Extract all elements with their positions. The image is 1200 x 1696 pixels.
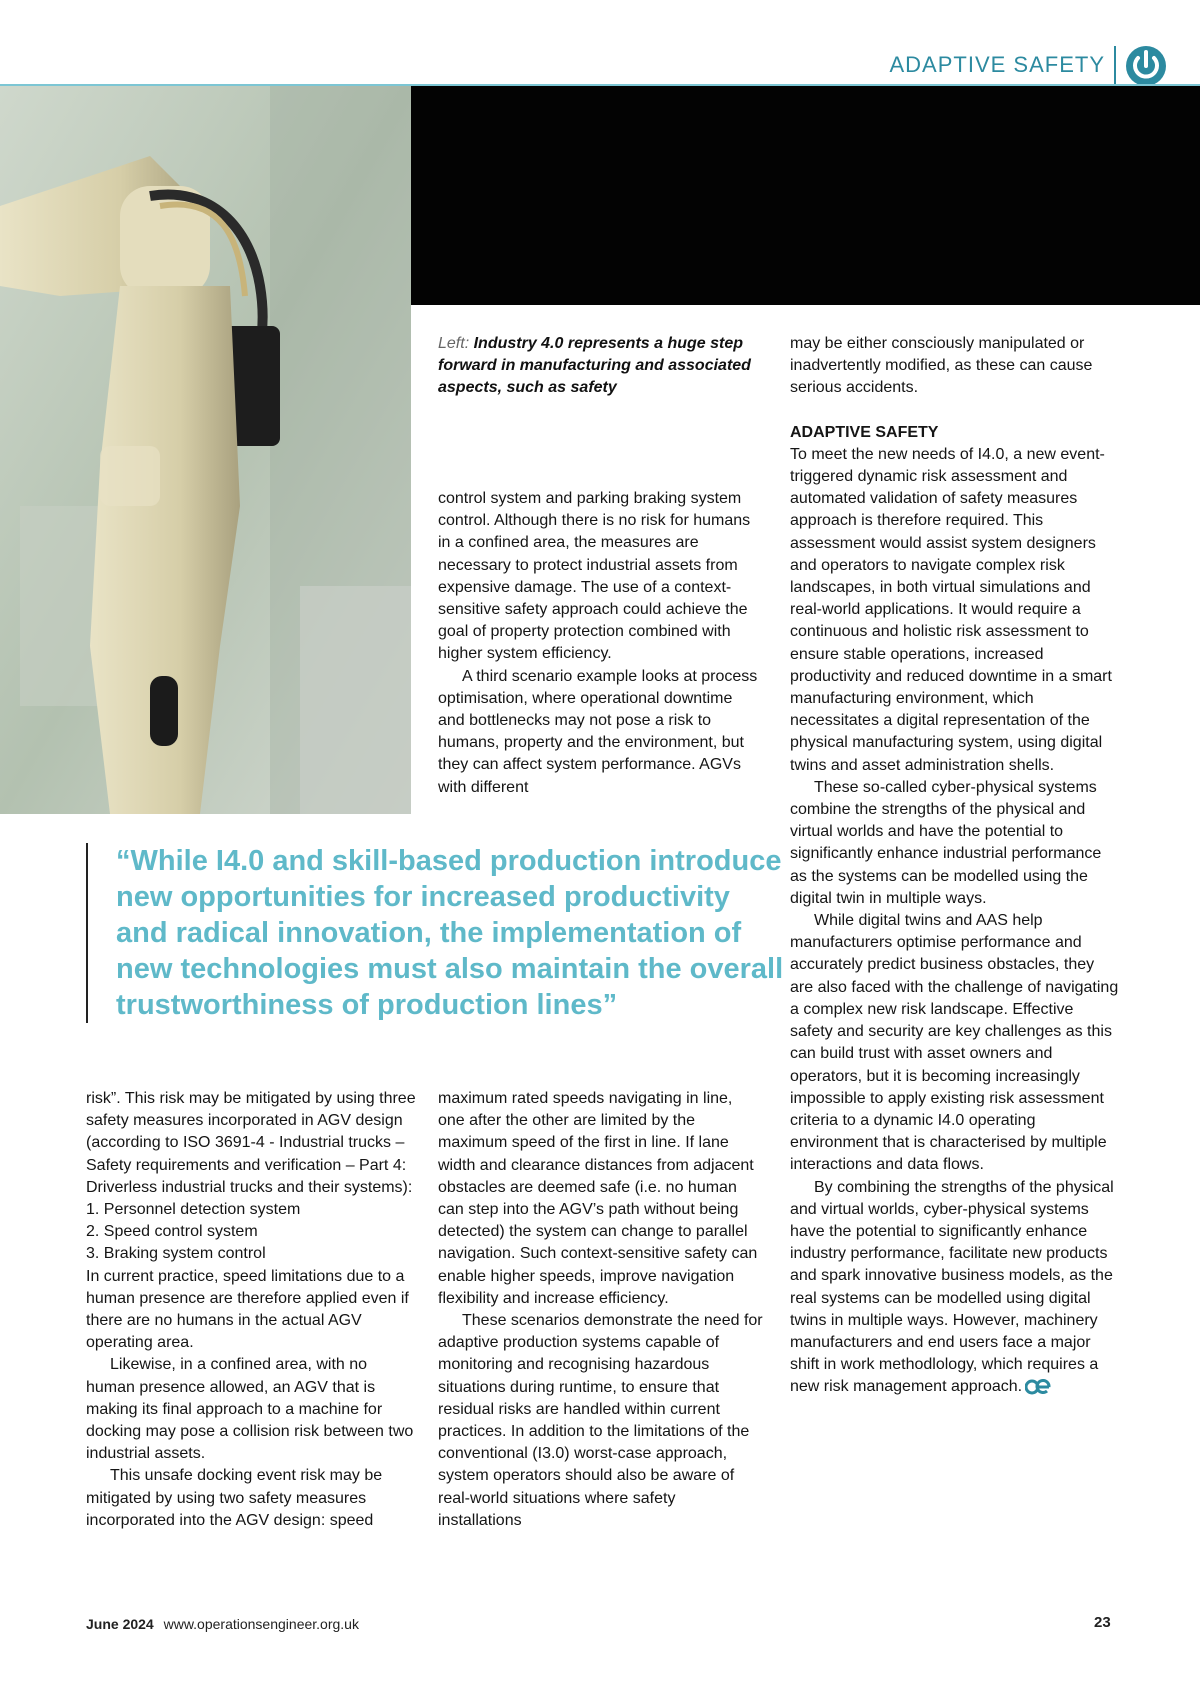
paragraph: In current practice, speed limitations due to a human presence are therefore applied even if there are no humans in the actual AGV operating area. [86,1267,409,1352]
website-link[interactable]: www.operationsengineer.org.uk [163,1616,359,1632]
pull-quote [86,843,786,1023]
paragraph: These scenarios demonstrate the need for adaptive production systems capable of monitoring and recognising hazardous situations during runtime, to ensure that residual risks are handled within current practices. In addition to the limitations of the conventional (I3.0) worst-case approach, system operators should also be aware of real-world situations where safety installations [438,1312,763,1529]
caption-lead: Left: [438,335,470,352]
caption-text: Industry 4.0 represents a huge step forward in manufacturing and associated aspects, such as safety [438,335,751,396]
black-panel [411,86,1200,305]
paragraph: By combining the strengths of the physical and virtual worlds, cyber-physical systems have the potential to significantly enhance industry performance, facilitate new products and spark innovative business models, as the real systems can be modelled using digital twins in multiple ways. However, machinery manufacturers and end users face a major shift in work methodlology, which requires a new risk management approach. [790,1178,1114,1396]
list-item: 2. Speed control system [86,1223,258,1241]
oe-logo-icon [1025,1379,1051,1395]
paragraph: Likewise, in a confined area, with no human presence allowed, an AGV that is making its final approach to a machine for docking may pose a collision risk between two industrial assets. [86,1356,414,1463]
image-caption [438,333,768,399]
page-number: 23 [1094,1614,1111,1631]
paragraph: control system and parking braking system control. Although there is no risk for humans in a confined area, the measures are necessary to protect industrial assets from expensive damage. The use of a context-sensitive safety approach could achieve the goal of property protection combined with higher system efficiency. [438,490,751,663]
header-divider [1114,46,1116,86]
pull-quote-text: “While I4.0 and skill-based production introduce new opportunities for increased productivity and radical innovation, the implementation of new technologies must also maintain the overall trustworthiness of production lines” [116,845,784,1021]
list-item: 1. Personnel detection system [86,1201,301,1219]
column-right [790,333,1120,1399]
section-title: ADAPTIVE SAFETY [889,52,1105,77]
paragraph: may be either consciously manipulated or inadvertently modified, as these can cause serious accidents. [790,335,1093,397]
power-icon [1124,44,1168,88]
paragraph: A third scenario example looks at process optimisation, where operational downtime and bottlenecks may not pose a risk to humans, property and the environment, but they can affect system performance. AGVs with different [438,667,758,796]
footer [86,1616,359,1632]
issue-date: June 2024 [86,1616,154,1632]
paragraph: maximum rated speeds navigating in line, one after the other are limited by the maximum speed of the first in line. If lane width and clearance distances from adjacent obstacles are deemed safe (i.e. no human can step into the AGV’s path without being detected) the system can change to parallel navigation. Such context-sensitive safety can enable higher speeds, improve navigation flexibility and increase efficiency. [438,1090,758,1307]
paragraph: While digital twins and AAS help manufacturers optimise performance and accurately predict business obstacles, they are also faced with the challenge of navigating a complex new risk landscape. Effective safety and security are key challenges as this can build trust with asset owners and operators, but it is becoming increasingly impossible to apply existing risk assessment criteria to a dynamic I4.0 operating environment that is characterised by multiple interactions and data flows. [790,912,1119,1174]
paragraph: To meet the new needs of I4.0, a new event-triggered dynamic risk assessment and automated validation of safety measures approach is therefore required. This assessment would assist system designers and operators to navigate complex risk landscapes, in both virtual simulations and real-world applications. It would require a continuous and holistic risk assessment to ensure stable operations, increased productivity and reduced downtime in a smart manufacturing environment, which necessitates a digital representation of the physical manufacturing system, using digital twins and asset administration shells. [790,445,1112,774]
column-middle-bottom [438,1088,763,1532]
paragraph: This unsafe docking event risk may be mitigated by using two safety measures incorporated into the AGV design: speed [86,1467,383,1529]
paragraph: risk”. This risk may be mitigated by using three safety measures incorporated in AGV design (according to ISO 3691-4 - Industrial trucks – Safety requirements and verification – Part 4: Driverless industrial trucks and their systems): [86,1090,416,1196]
list-item: 3. Braking system control [86,1245,266,1263]
paragraph: These so-called cyber-physical systems combine the strengths of the physical and virtual worlds and have the potential to significantly enhance industrial performance as the systems can be modelled using the digital twin in multiple ways. [790,778,1102,907]
subheading: ADAPTIVE SAFETY [790,423,939,441]
column-left-bottom [86,1088,416,1532]
column-middle-top [438,488,763,799]
robot-arm-photo [0,86,411,814]
